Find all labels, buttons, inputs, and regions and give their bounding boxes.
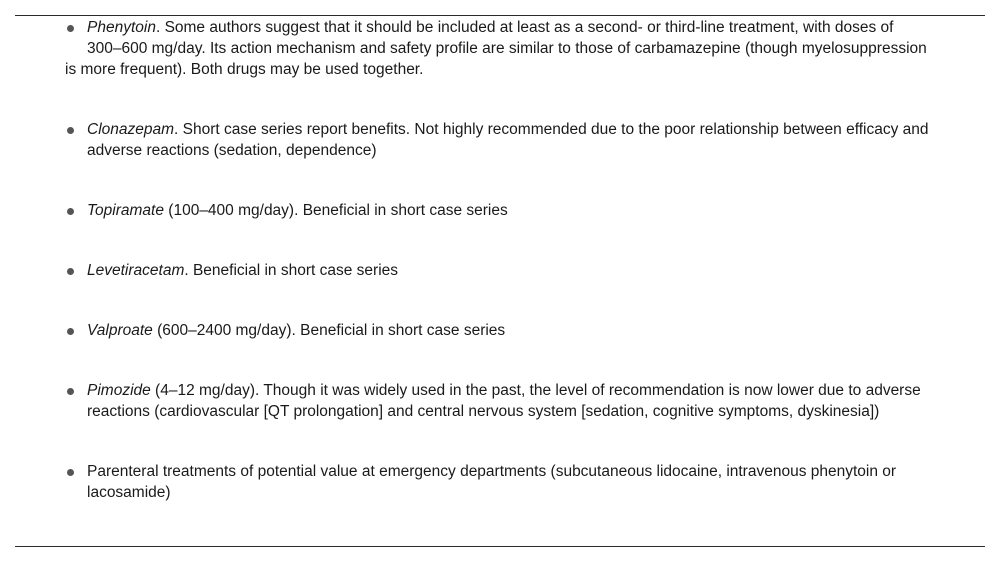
list-item-pimozide [65, 380, 965, 422]
item-text-line2: 300–600 mg/day. Its action mechanism and safety profile are similar to those of carbamazepine (though myelosuppression [87, 40, 927, 57]
list-item-valproate [65, 320, 965, 341]
list-item-levetiracetam [65, 260, 965, 281]
drug-name: Phenytoin [87, 19, 156, 36]
bullet-icon [67, 25, 74, 32]
list-item-phenytoin [65, 17, 965, 80]
item-text: (4–12 mg/day). Though it was widely used in the past, the level of recommendation is now lower due to adverse reactions (cardiovascular [QT prolongation] and central nervous system [sedation, cognitive symptoms, dyskinesia]) [87, 382, 921, 420]
drug-name: Levetiracetam [87, 262, 185, 279]
bullet-icon [67, 268, 74, 275]
item-text: . Beneficial in short case series [184, 262, 399, 279]
list-item-parenteral [65, 461, 965, 503]
bullet-icon [67, 208, 74, 215]
bullet-icon [67, 328, 74, 335]
item-text: . Short case series report benefits. Not highly recommended due to the poor relationship between efficacy and adverse reactions (sedation, dependence) [87, 121, 929, 159]
bullet-icon [67, 388, 74, 395]
item-text: Parenteral treatments of potential value at emergency departments (subcutaneous lidocaine, intravenous phenytoin or lacosamide) [87, 463, 897, 501]
list-item-topiramate [65, 200, 965, 221]
list-item-clonazepam [65, 119, 965, 161]
drug-name: Clonazepam [87, 121, 175, 138]
item-text: . Some authors suggest that it should be included at least as a second- or third-line treatment, with doses of [155, 19, 894, 36]
item-text-line3: is more frequent). Both drugs may be used together. [65, 61, 424, 78]
drug-name: Valproate [87, 322, 153, 339]
drug-name: Pimozide [87, 382, 151, 399]
item-text: (600–2400 mg/day). Beneficial in short case series [152, 322, 506, 339]
bullet-icon [67, 127, 74, 134]
top-rule [15, 15, 985, 16]
bullet-icon [67, 469, 74, 476]
drug-name: Topiramate [87, 202, 164, 219]
item-text: (100–400 mg/day). Beneficial in short case series [163, 202, 508, 219]
bottom-rule [15, 546, 985, 547]
